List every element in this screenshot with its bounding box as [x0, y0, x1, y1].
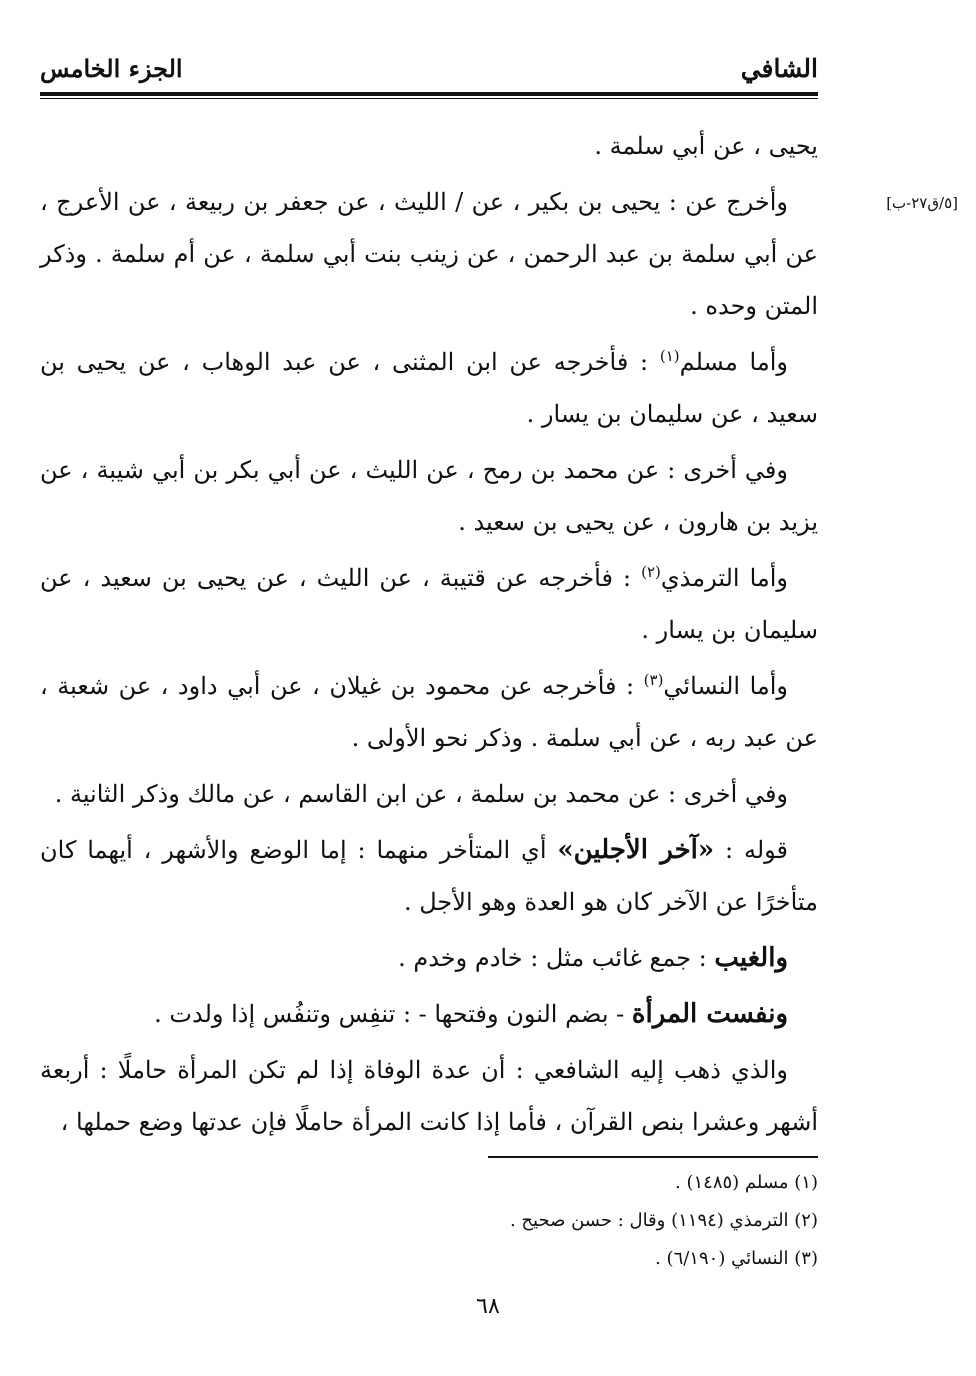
- footnotes: [40, 1164, 818, 1278]
- footnote-1: (١) مسلم (١٤٨٥) .: [675, 1172, 818, 1193]
- paragraph-8-term: «آخر الأجلين»: [557, 835, 715, 865]
- paragraph-4: وفي أخرى : عن محمد بن رمح ، عن الليث ، عن أبي بكر بن أبي شيبة ، عن يزيد بن هارون ، عن يحيى بن سعيد .: [40, 456, 818, 536]
- paragraph-8: [40, 824, 818, 928]
- footnote-2: (٢) الترمذي (١١٩٤) وقال : حسن صحيح .: [509, 1210, 818, 1231]
- footnote-ref-3: (٣): [643, 671, 664, 689]
- paragraph-2: وأخرج عن : يحيى بن بكير ، عن / الليث ، عن جعفر بن ربيعة ، عن الأعرج ، عن أبي سلمة بن عبد الرحمن ، عن زينب بنت أبي سلمة ، عن أم سلمة . وذكر المتن وحده .: [40, 188, 818, 320]
- header-volume-title: الجزء الخامس: [40, 54, 183, 83]
- paragraph-8-text: أي المتأخر منهما : إما الوضع والأشهر ، أيهما كان متأخرًا عن الآخر كان هو العدة وهو الأجل .: [40, 836, 818, 916]
- paragraph-9-text: : جمع غائب مثل : خادم وخدم .: [398, 944, 715, 972]
- paragraph-3-text: : فأخرجه عن ابن المثنى ، عن عبد الوهاب ، عن يحيى بن سعيد ، عن سليمان بن يسار .: [40, 348, 818, 428]
- paragraph-10-text: - بضم النون وفتحها - : تنفِس وتنفُس إذا ولدت .: [154, 1000, 632, 1028]
- paragraph-5-lead: وأما الترمذي: [660, 564, 788, 592]
- header-book-title: الشافي: [740, 54, 818, 83]
- header-rule-thin: [40, 98, 818, 99]
- paragraph-3: [40, 336, 818, 440]
- paragraph-10-term: ونفست المرأة: [631, 999, 788, 1029]
- page-number: ٦٨: [476, 1294, 500, 1319]
- paragraph-8-lead: قوله :: [714, 836, 789, 864]
- footnote-separator: [488, 1156, 818, 1158]
- paragraph-7: وفي أخرى : عن محمد بن سلمة ، عن ابن القاسم ، عن مالك وذكر الثانية .: [54, 780, 788, 808]
- footnote-3: (٣) النسائي (٦/١٩٠) .: [655, 1248, 818, 1269]
- paragraph-5: [40, 552, 818, 656]
- manuscript-margin-note: [٥/ق٢٧-ب]: [886, 194, 958, 212]
- footnote-ref-2: (٢): [641, 563, 661, 581]
- paragraph-5-text: : فأخرجه عن قتيبة ، عن الليث ، عن يحيى بن سعيد ، عن سليمان بن يسار .: [40, 564, 818, 644]
- paragraph-6: [40, 660, 818, 764]
- header-rule-thick: [40, 92, 818, 96]
- paragraph-1: يحيى ، عن أبي سلمة .: [594, 132, 818, 160]
- paragraph-9-term: والغيب: [714, 943, 788, 973]
- footnote-ref-1: (١): [659, 347, 680, 365]
- paragraph-10: [40, 988, 818, 1040]
- paragraph-3-lead: وأما مسلم: [679, 348, 788, 376]
- main-text: [40, 120, 818, 1152]
- paragraph-9: [40, 932, 818, 984]
- paragraph-6-text: : فأخرجه عن محمود بن غيلان ، عن أبي داود ، عن شعبة ، عن عبد ربه ، عن أبي سلمة . وذكر نحو الأولى .: [40, 672, 818, 752]
- paragraph-6-lead: وأما النسائي: [663, 672, 788, 700]
- paragraph-11: والذي ذهب إليه الشافعي : أن عدة الوفاة إذا لم تكن المرأة حاملًا : أربعة أشهر وعشرا بنص القرآن ، فأما إذا كانت المرأة حاملًا فإن عدتها وضع حملها ،: [40, 1056, 818, 1136]
- running-header: [40, 52, 818, 92]
